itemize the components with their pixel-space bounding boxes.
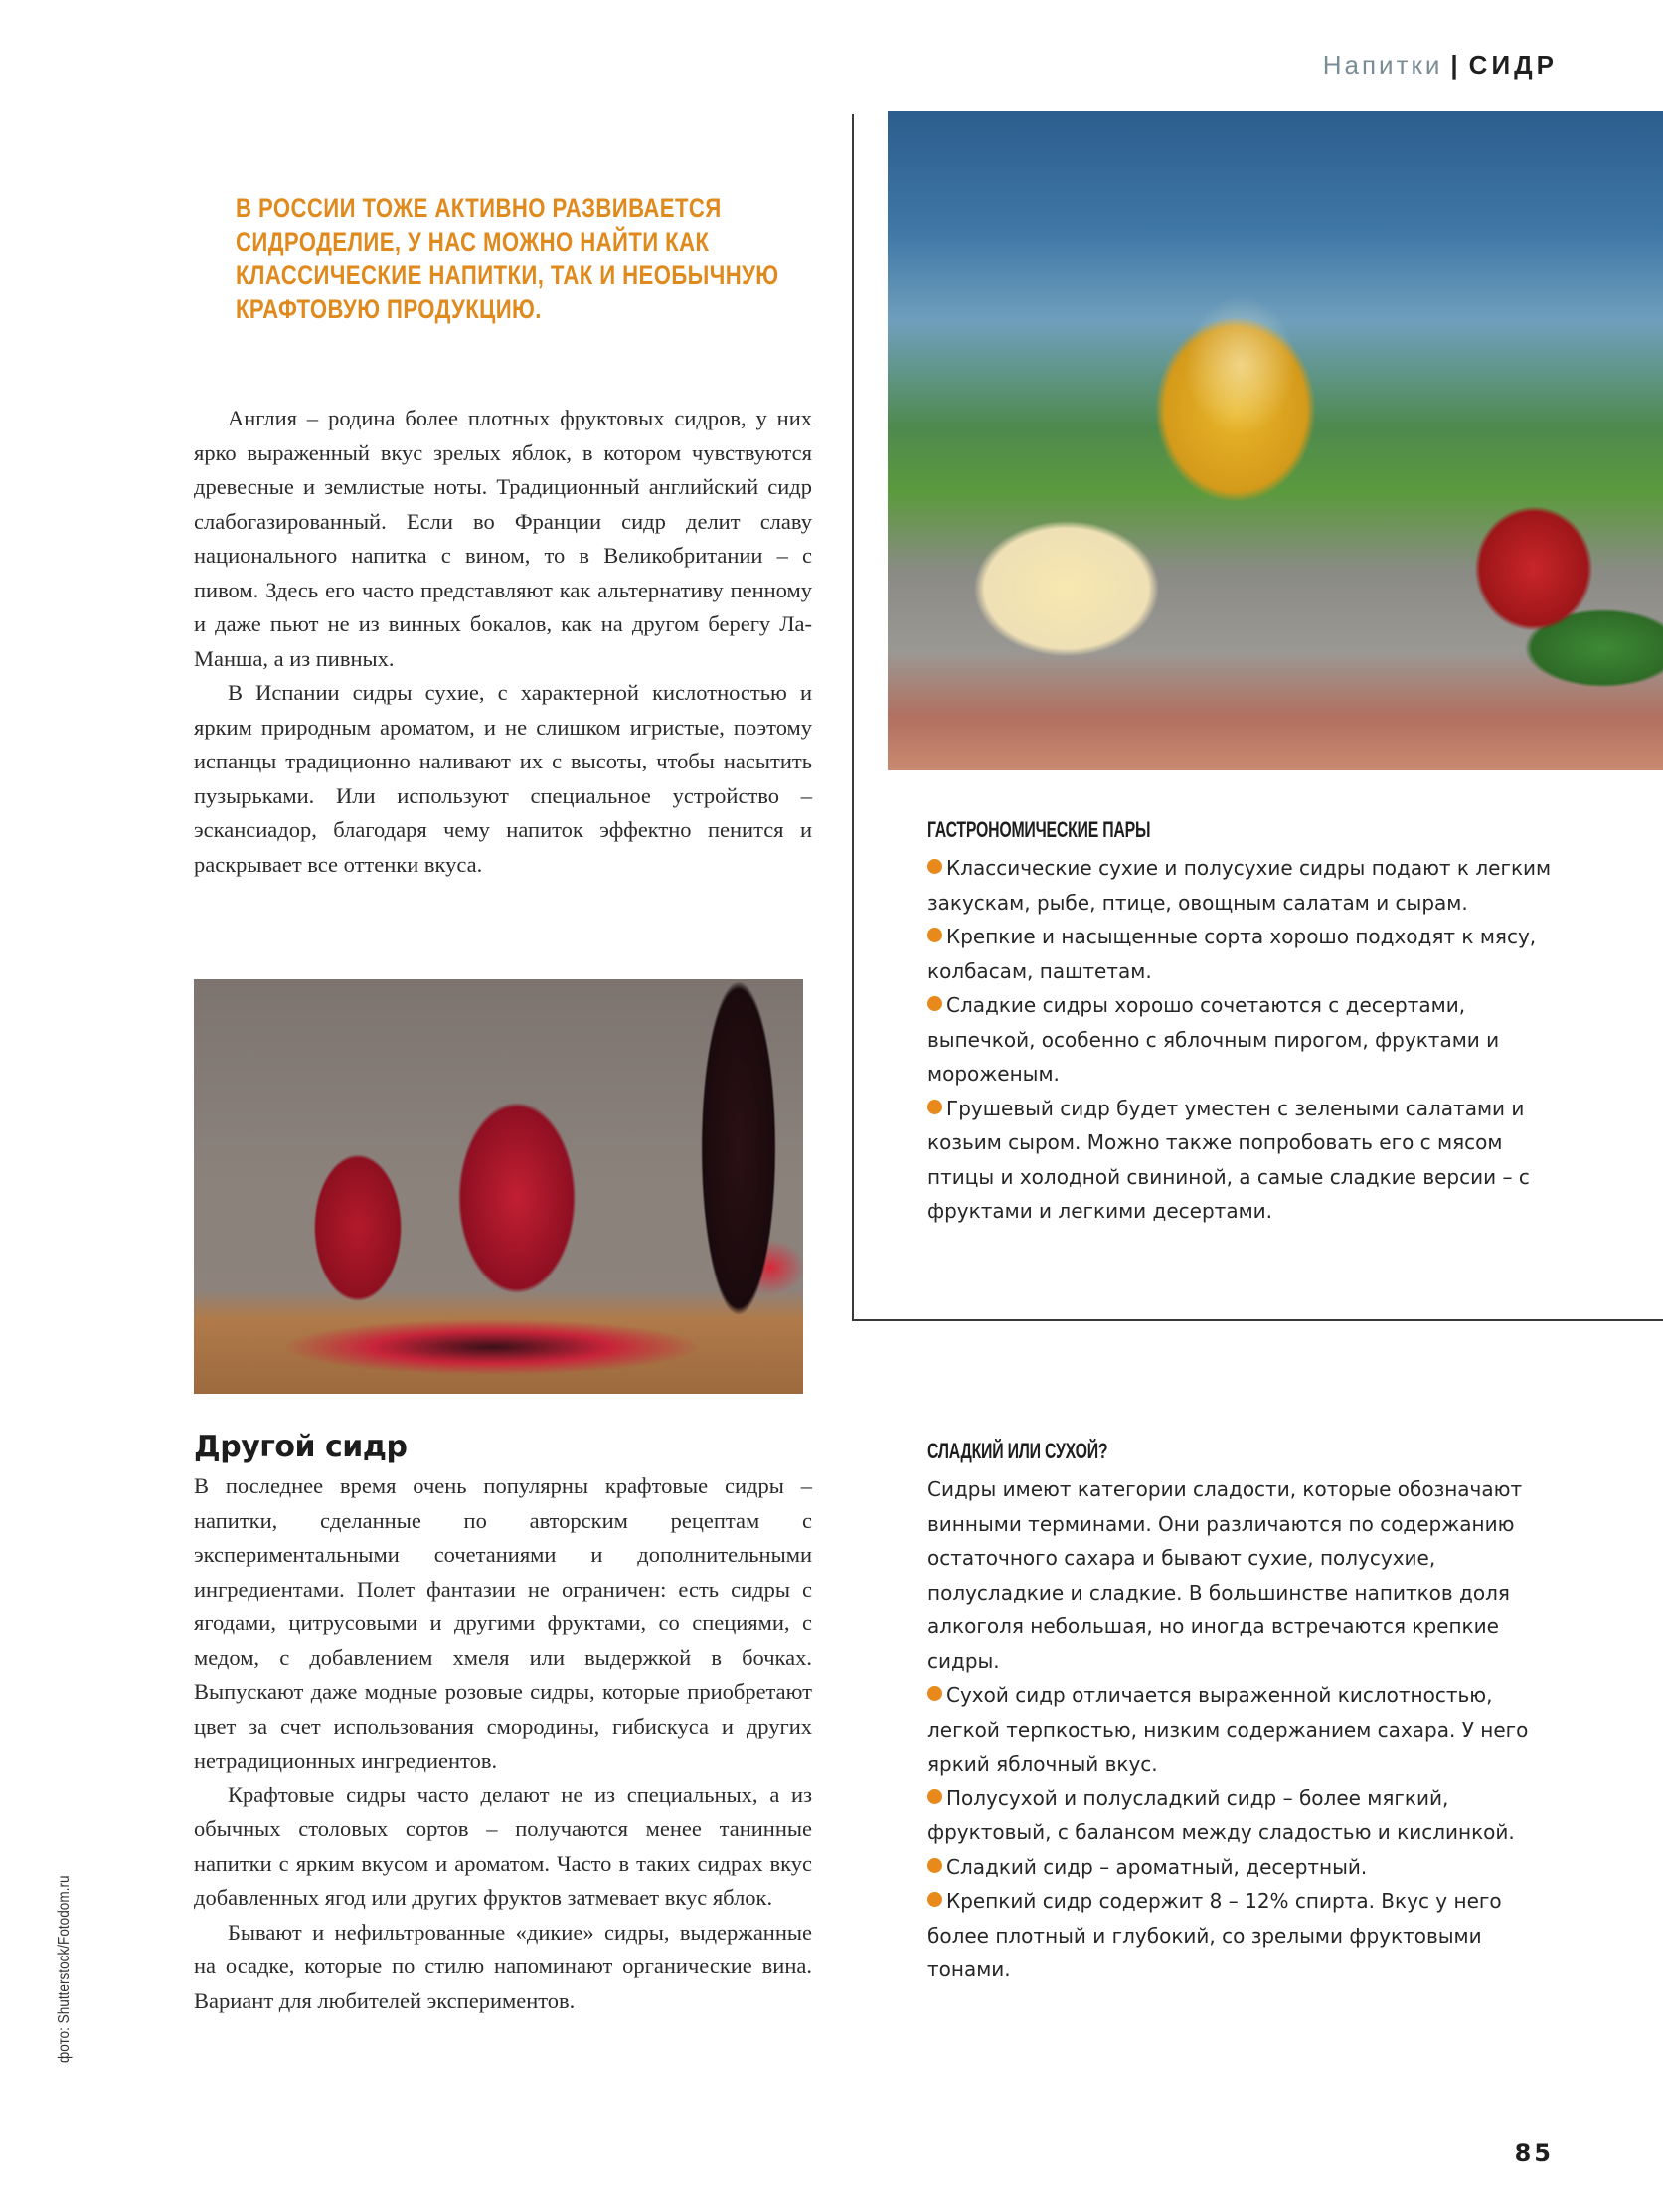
paragraph-spain: В Испании сидры сухие, с характерной кислотностью и ярким природным ароматом, и не слишком игристые, поэтому испанцы традиционно наливают их с высоты, чтобы насытить пузырьками. Или используют специальное устройство – эскансиадор, благодаря чему напиток эффектно пенится и раскрывает все оттенки вкуса. [194, 680, 812, 877]
list-item: Крепкий сидр содержит 8 – 12% спирта. Вкус у него более плотный и глубокий, со зрелыми фруктовыми тонами. [927, 1889, 1502, 1981]
sweet-or-dry-intro: Сидры имеют категории сладости, которые обозначают винными терминами. Они различаются по содержанию остаточного сахара и бывают сухие, полусухие, полусладкие и сладкие. В большинстве напитков доля алкоголя небольшая, но иногда встречаются крепкие сидры. [927, 1477, 1523, 1673]
sidebar-box-bottom-rule [852, 1319, 1663, 1321]
gastronomic-pairs-box [927, 817, 1564, 1229]
running-header [1323, 50, 1558, 81]
paragraph-table-varieties: Крафтовые сидры часто делают не из специальных, а из обычных столовых сортов – получаются менее танинные напитки с ярким вкусом и ароматом. Часто в таких сидрах вкус добавленных ягод или других фруктов затмевает вкус яблок. [194, 1782, 812, 1910]
paragraph-wild-cider: Бывают и нефильтрованные «дикие» сидры, выдержанные на осадке, которые по стилю напоминают органические вина. Вариант для любителей экспериментов. [194, 1919, 812, 2013]
photo-credit: фото: Shutterstock/Fotodom.ru [56, 1875, 73, 2063]
bullet-icon [927, 1858, 942, 1873]
bullet-icon [927, 859, 942, 874]
paragraph-craft: В последнее время очень популярны крафтовые сидры – напитки, сделанные по авторским рецептам с экспериментальными сочетаниями и дополнительными ингредиентами. Полет фантазии не ограничен: есть сидры с ягодами, цитрусовыми и другими фруктами, со специями, с медом, с добавлением хмеля или выдержкой в бочках. Выпускают даже модные розовые сидры, которые приобретают цвет за счет использования смородины, гибискуса и других нетрадиционных ингредиентов. [194, 1473, 812, 1773]
bullet-icon [927, 1686, 942, 1701]
gastronomic-pairs-title: ГАСТРОНОМИЧЕСКИЕ ПАРЫ [927, 817, 1151, 842]
sweet-or-dry-box [927, 1439, 1564, 1987]
article-column-bottom [194, 1469, 812, 2018]
list-item: Классические сухие и полусухие сидры подают к легким закускам, рыбе, птице, овощным салатам и сырам. [927, 856, 1552, 915]
header-separator: | [1450, 50, 1461, 80]
pull-quote: В РОССИИ ТОЖЕ АКТИВНО РАЗВИВАЕТСЯ СИДРОДЕЛИЕ, У НАС МОЖНО НАЙТИ КАК КЛАССИЧЕСКИЕ НАПИТКИ, ТАК И НЕОБЫЧНУЮ КРАФТОВУЮ ПРОДУКЦИЮ. [236, 193, 779, 324]
article-column-top [194, 402, 812, 882]
berry-cider-photo [194, 979, 803, 1394]
column-divider [852, 114, 854, 1320]
list-item: Сладкий сидр – ароматный, десертный. [927, 1850, 1564, 1885]
list-item: Сладкие сидры хорошо сочетаются с десертами, выпечкой, особенно с яблочным пирогом, фруктами и мороженым. [927, 993, 1500, 1086]
bullet-icon [927, 1100, 942, 1114]
page-number: 85 [1514, 2139, 1554, 2167]
list-item: Крепкие и насыщенные сорта хорошо подходят к мясу, колбасам, паштетам. [927, 925, 1537, 983]
paragraph-england: Англия – родина более плотных фруктовых сидров, у них ярко выраженный вкус зрелых яблок, в котором чувствуются древесные и землистые ноты. Традиционный английский сидр слабогазированный. Если во Франции сидр делит славу национального напитка с вином, то в Великобритании – с пивом. Здесь его часто представляют как альтернативу пенному и даже пьют не из винных бокалов, как на другом берегу Ла-Манша, а из пивных. [194, 406, 812, 671]
list-item: Полусухой и полусладкий сидр – более мягкий, фруктовый, с балансом между сладостью и кислинкой. [927, 1786, 1515, 1844]
bullet-icon [927, 1892, 942, 1907]
section-heading-other-cider: Другой сидр [194, 1430, 408, 1464]
sweet-or-dry-title: СЛАДКИЙ ИЛИ СУХОЙ? [927, 1439, 1108, 1463]
bullet-icon [927, 1789, 942, 1804]
header-topic: СИДР [1468, 50, 1558, 80]
cider-cheese-apple-photo [888, 111, 1663, 770]
bullet-icon [927, 928, 942, 942]
list-item: Сухой сидр отличается выраженной кислотностью, легкой терпкостью, низким содержанием сахара. У него яркий яблочный вкус. [927, 1683, 1529, 1776]
header-section: Напитки [1322, 50, 1443, 80]
bullet-icon [927, 996, 942, 1011]
list-item: Грушевый сидр будет уместен с зелеными салатами и козьим сыром. Можно также попробовать его с мясом птицы и холодной свининой, а самые сладкие версии – с фруктами и легкими десертами. [927, 1096, 1530, 1223]
